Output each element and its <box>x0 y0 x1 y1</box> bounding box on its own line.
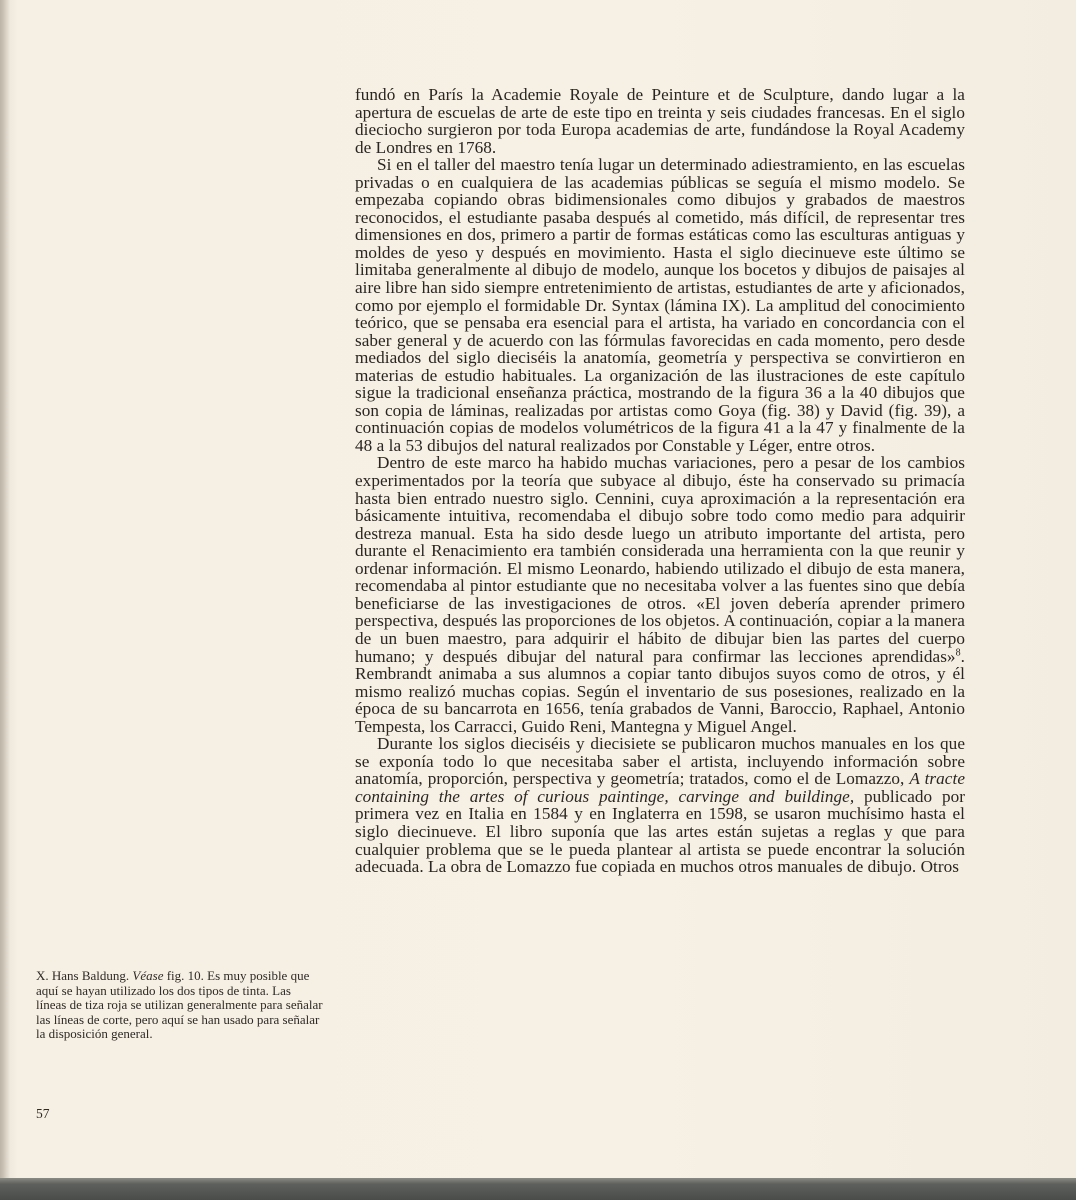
page-gutter-shadow <box>0 0 10 1180</box>
caption-see-label: Véase <box>132 968 164 983</box>
footnote-reference: 8 <box>955 646 961 658</box>
figure-caption <box>36 969 324 1042</box>
paragraph-1: fundó en París la Academie Royale de Peinture et de Sculpture, dando lugar a la apertura de escuelas de arte de este tipo en treinta y seis ciudades francesas. En el siglo dieciocho surgieron por toda Europa academias de arte, fundándose la Royal Academy de Londres en 1768. <box>355 85 965 157</box>
page-number: 57 <box>36 1106 50 1121</box>
scanner-bottom-edge <box>0 1178 1076 1200</box>
paragraph-3 <box>355 454 965 735</box>
book-title-lomazzo: A tracte containing the artes of curious paintinge, carvinge and buildinge, <box>355 769 965 806</box>
paragraph-4-text-a: Durante los siglos dieciséis y diecisiete se publicaron muchos manuales en los que se exponía todo lo que necesitaba saber el artista, incluyendo información sobre anatomía, proporción, perspectiva y geometría; tratados, como el de Lomazzo, <box>355 734 965 789</box>
paragraph-4 <box>355 735 965 875</box>
paragraph-3-text-b: . Rembrandt animaba a sus alumnos a copiar tanto dibujos suyos como de otros, y él mismo realizó muchas copias. Según el inventario de sus posesiones, realizado en la época de su bancarrota en 1656, tenía grabados de Vanni, Baroccio, Raphael, Antonio Tempesta, los Carracci, Guido Reni, Mantegna y Miguel Angel. <box>355 646 965 736</box>
paragraph-2: Si en el taller del maestro tenía lugar un determinado adiestramiento, en las escuelas privadas o en cualquiera de las academias públicas se seguía el mismo modelo. Se empezaba copiando obras bidimensionales como dibujos y grabados de maestros reconocidos, el estudiante pasaba después al cometido, más difícil, de representar tres dimensiones en dos, primero a partir de formas estáticas como las esculturas antiguas y moldes de yeso y después en movimiento. Hasta el siglo diecinueve este último se limitaba generalmente al dibujo de modelo, aunque los bocetos y dibujos de paisajes al aire libre han sido siempre entretenimiento de artistas, estudiantes de arte y aficionados, como por ejemplo el formidable Dr. Syntax (lámina IX). La amplitud del conocimiento teórico, que se pensaba era esencial para el artista, ha variado en concordancia con el saber general y de acuerdo con las fórmulas favorecidas en cada momento, pero desde mediados del siglo dieciséis la anatomía, geometría y perspectiva se convirtieron en materias de estudio habituales. La organización de las ilustraciones de este capítulo sigue la tradicional enseñanza práctica, mostrando de la figura 36 a la 40 dibujos que son copia de láminas, realizadas por artistas como Goya (fig. 38) y David (fig. 39), a continuación copias de modelos volumétricos de la figura 41 a la 47 y finalmente de la 48 a la 53 dibujos del natural realizados por Constable y Léger, entre otros. <box>355 155 965 455</box>
main-text-column <box>355 86 965 876</box>
paragraph-4-text-b: publicado por primera vez en Italia en 1584 y en Inglaterra en 1598, se usaron muchísimo hasta el siglo diecinueve. El libro suponía que las artes están sujetas a reglas y que para cualquier problema que se le pueda plantear al artista se puede encontrar la solución adecuada. La obra de Lomazzo fue copiada en muchos otros manuales de dibujo. Otros <box>355 786 965 877</box>
caption-prefix: X. Hans Baldung. <box>36 968 133 983</box>
paragraph-3-text-a: Dentro de este marco ha habido muchas variaciones, pero a pesar de los cambios experimentados por la teoría que subyace al dibujo, éste ha conservado su primacía hasta bien entrado nuestro siglo. Cennini, cuya aproximación a la representación era básicamente intuitiva, recomendaba el dibujo sobre todo como medio para adquirir destreza manual. Esta ha sido desde luego un atributo importante del artista, pero durante el Renacimiento era también considerada una herramienta con la que reunir y ordenar información. El mismo Leonardo, habiendo utilizado el dibujo de esta manera, recomendaba al pintor estudiante que no necesitaba volver a las fuentes sino que debía beneficiarse de las investigaciones de otros. «El joven debería aprender primero perspectiva, después las proporciones de los objetos. A continuación, copiar a la manera de un buen maestro, para adquirir el hábito de dibujar bien las partes del cuerpo humano; y después dibujar del natural para confirmar las lecciones aprendidas» <box>355 453 965 666</box>
caption-text: fig. 10. Es muy posible que aquí se hayan utilizado los dos tipos de tinta. Las líneas de tiza roja se utilizan generalmente para señalar las líneas de corte, pero aquí se han usado para señalar la disposición general. <box>36 968 323 1042</box>
